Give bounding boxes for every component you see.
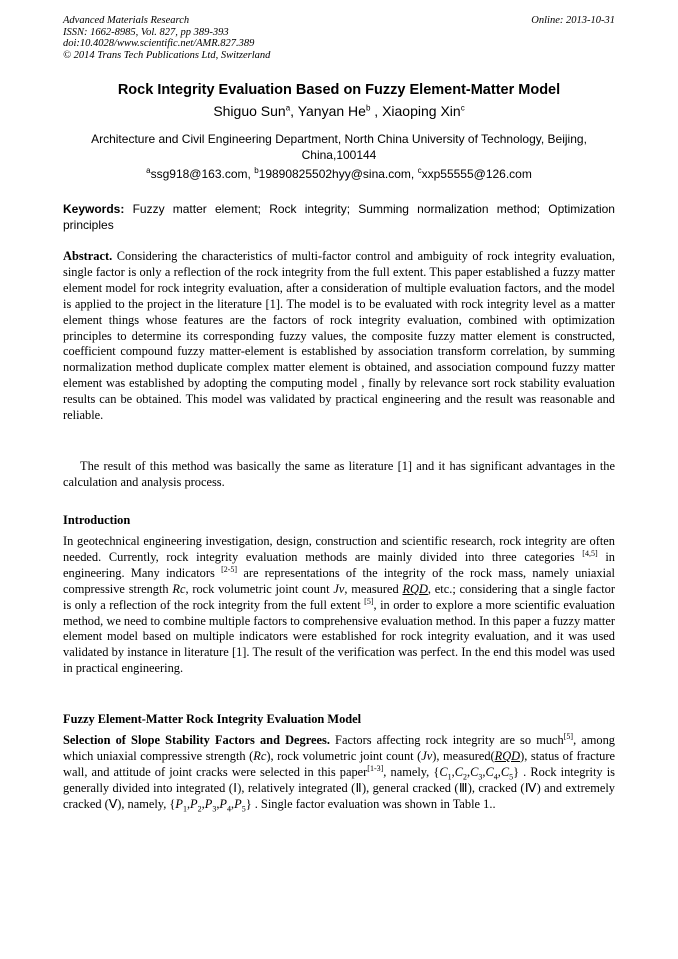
set-letter: P [219, 796, 227, 811]
email-mark: c [417, 166, 422, 175]
abstract-label: Abstract. [63, 249, 113, 263]
symbol-rc: Rc [253, 748, 267, 763]
set-subscript: 2 [197, 804, 202, 814]
body-text: , namely, [383, 764, 434, 779]
set-letter: P [190, 796, 198, 811]
result-paragraph: The result of this method was basically the same as literature [1] and it has significant advantages in the calculation and analysis process. [63, 459, 615, 489]
author-sep: , [370, 103, 383, 119]
journal-header [63, 15, 615, 61]
set-subscript: 2 [462, 772, 467, 782]
email-list [63, 167, 615, 181]
abstract [63, 249, 615, 424]
email-address: xxp55555@126.com [421, 167, 532, 181]
citation: [5] [364, 596, 374, 606]
brace-close: } [245, 796, 252, 811]
set-letter: C [439, 764, 448, 779]
intro-text: are representations of the integrity of the rock mass, namely uniaxial compressive strength [63, 565, 615, 596]
brace-open: { [169, 796, 176, 811]
section-heading-introduction: Introduction [63, 513, 131, 527]
author-name: Yanyan He [297, 103, 366, 119]
online-date: Online: 2013-10-31 [531, 15, 615, 26]
set-letter: C [485, 764, 494, 779]
set-subscript: 3 [478, 772, 483, 782]
set-subscript: 4 [227, 804, 231, 814]
set-letter: C [470, 764, 479, 779]
grade-set-p: $\{P_1,P_2,P_3,P_4,P_5\}$ [169, 796, 252, 814]
citation: [2-5] [221, 564, 238, 574]
selection-paragraph [63, 733, 615, 813]
intro-text: , in order to explore a more scientific evaluation method, we need to combine multiple factors to comprehensive evaluation method. In this paper a fuzzy matter element model based on multiple indicators were established for rock integrity evaluation, and it was used validated by instance in literature [1]. The result of the verification was perfect. In the end this model was used in practical engineering. [63, 597, 615, 676]
body-text: ), rock volumetric joint count ( [266, 748, 422, 763]
symbol-jv: Jv [333, 581, 345, 596]
intro-text: In geotechnical engineering investigation, design, construction and scientific research, rock integrity are often needed. Currently, rock integrity evaluation methods are mainly divided into three categories [63, 534, 615, 564]
intro-text: , rock volumetric joint count [185, 581, 334, 596]
email-mark: a [146, 166, 151, 175]
citation: [4,5] [582, 548, 598, 558]
set-subscript: 5 [509, 772, 514, 782]
keywords-label: Keywords: [63, 202, 125, 216]
section-heading-fuzzy-model: Fuzzy Element-Matter Rock Integrity Evaluation Model [63, 712, 362, 726]
symbol-rqd: RQD [494, 748, 521, 763]
symbol-rqd: RQD [402, 581, 428, 596]
set-letter: P [175, 796, 183, 811]
body-text: ), status of fracture wall, and attitude of joint cracks were selected in this paper [63, 748, 615, 779]
abstract-text: Considering the characteristics of multi-factor control and ambiguity of rock integrity evaluation, single factor is only a reflection of the rock integrity from the full extent. This paper established a fuzzy matter element model for rock integrity evaluation, after a consideration of multiple evaluation factors, and the model is applied to the project in the literature [1]. The model is to be evaluated with rock integrity level as a matter element things whose features are the factors of rock integrity evaluation, combined with optimization principles to determine its corresponding fuzzy values, the composite fuzzy matter element is constructed, coefficient compound fuzzy matter-element is established by association transform correlation, by summing normalization method duplicate complex matter element is obtained, and association compound fuzzy matter element was established by adopting the computing model , finally by relevance sort rock stability evaluation results can be obtained. This model was validated by practical engineering and the result was reasonable and reliable. [63, 249, 615, 423]
author-name: Xiaoping Xin [382, 103, 461, 119]
copyright-line: © 2014 Trans Tech Publications Ltd, Switzerland [63, 49, 271, 61]
intro-text: in engineering. Many indicators [63, 549, 615, 580]
set-subscript: 3 [212, 804, 217, 814]
email-address: 19890825502hyy@sina.com, [258, 167, 418, 181]
author-list [63, 103, 615, 119]
body-text: . Rock integrity is generally divided into integrated (Ⅰ), relatively integrated (Ⅱ), general cracked (Ⅲ), cracked (Ⅳ) and extremely cracked (Ⅴ), namely, [63, 764, 616, 811]
intro-text: , etc.; considering that a single factor is only a reflection of the rock integrity from the full extent [63, 581, 615, 612]
issn-line: ISSN: 1662-8985, Vol. 827, pp 389-393 [63, 26, 229, 38]
subsection-label: Selection of Slope Stability Factors and Degrees. [63, 733, 330, 747]
body-text: . Single factor evaluation was shown in Table 1.. [251, 796, 496, 811]
citation: [1-3] [367, 763, 384, 773]
set-letter: P [204, 796, 213, 811]
journal-name: Advanced Materials Research [63, 15, 190, 26]
set-subscript: 1 [447, 772, 452, 782]
keywords-text: Fuzzy matter element; Rock integrity; Summing normalization method; Optimization principles [63, 202, 615, 232]
keywords [63, 201, 615, 233]
intro-text: , measured [344, 581, 403, 596]
factor-set-c: $\{C_1,C_2,C_3,C_4,C_5\}$ [433, 764, 520, 782]
body-text: , among which uniaxial compressive strength ( [63, 733, 616, 763]
set-subscript: 1 [182, 804, 187, 814]
introduction-paragraph [63, 534, 615, 677]
author-mark: c [460, 103, 465, 113]
author-sep: , [290, 103, 298, 119]
author-name: Shiguo Sun [213, 103, 286, 119]
email-mark: b [254, 166, 259, 175]
symbol-rc: Rc [172, 581, 186, 596]
citation: [5] [563, 731, 574, 741]
author-mark: a [285, 103, 291, 113]
symbol-jv: Jv [421, 748, 433, 763]
brace-open: { [433, 764, 440, 779]
paper-title: Rock Integrity Evaluation Based on Fuzzy Element-Matter Model [117, 82, 561, 98]
set-letter: P [234, 796, 242, 811]
doi-line: doi:10.4028/www.scientific.net/AMR.827.389 [63, 38, 255, 49]
affiliation: Architecture and Civil Engineering Department, North China University of Technology, Beijing, China,100144 [91, 132, 587, 162]
author-mark: b [365, 103, 371, 113]
email-address: ssg918@163.com, [150, 167, 255, 181]
set-letter: C [454, 764, 463, 779]
set-letter: C [500, 764, 510, 779]
brace-close: } [513, 764, 520, 779]
body-text: ), measured( [432, 748, 495, 763]
set-subscript: 5 [241, 804, 246, 814]
body-text: Factors affecting rock integrity are so much [329, 733, 564, 747]
set-subscript: 4 [493, 772, 498, 782]
